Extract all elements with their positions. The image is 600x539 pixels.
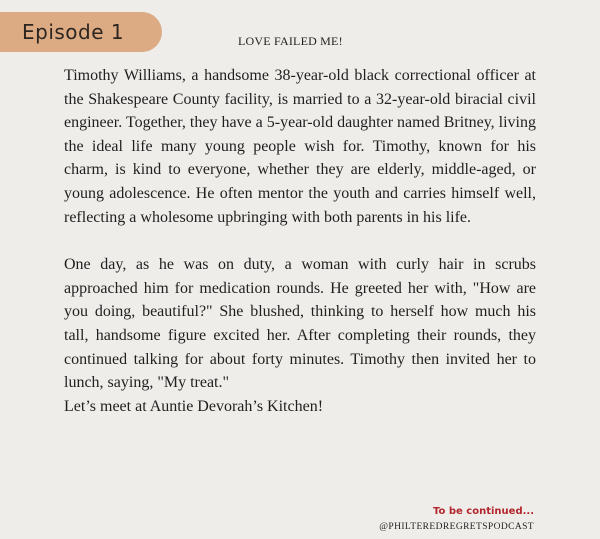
to-be-continued-label: To be continued... — [433, 506, 534, 517]
podcast-handle: @PHILTEREDREGRETSPODCAST — [379, 522, 534, 532]
episode-tag — [0, 12, 162, 52]
story-paragraph-2: One day, as he was on duty, a woman with curly hair in scrubs approached him for medication rounds. He greeted her with, "How are you doing, beautiful?" She blushed, thinking to herself how much his tall, handsome figure excited her. After completing their rounds, they continued talking for about forty minutes. Timothy then invited her to lunch, saying, "My treat." — [64, 256, 536, 392]
page-title: LOVE FAILED ME! — [238, 34, 343, 48]
story-body — [64, 64, 536, 418]
episode-label: Episode 1 — [22, 20, 125, 44]
story-paragraph-1: Timothy Williams, a handsome 38-year-old black correctional officer at the Shakespeare County facility, is married to a 32-year-old biracial civil engineer. Together, they have a 5-year-old daughter named Britney, living the ideal life many young people wish for. Timothy, known for his charm, is kind to everyone, whether they are elderly, middle-aged, or young adolescence. He often mentor the youth and carries himself well, reflecting a wholesome upbringing with both parents in his life. — [64, 67, 536, 226]
story-closing-line: Let’s meet at Auntie Devorah’s Kitchen! — [64, 397, 324, 415]
